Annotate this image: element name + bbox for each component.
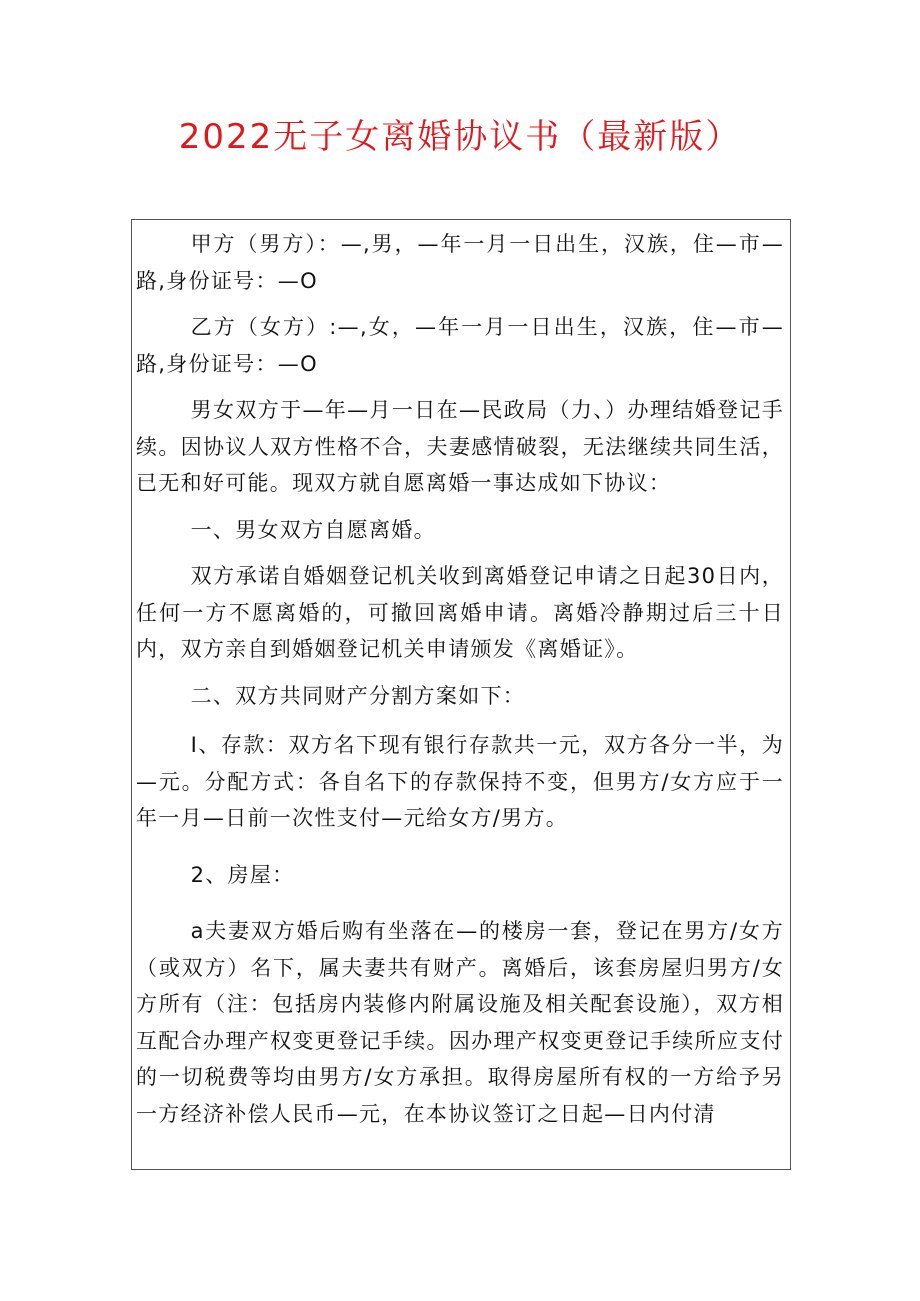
cooling-off-paragraph: 双方承诺自婚姻登记机关收到离婚登记申请之日起30日内，任何一方不愿离婚的，可撤回离婚申请。离婚冷静期过后三十日内，双方亲自到婚姻登记机关申请颁发《离婚证》。 xyxy=(136,564,784,661)
clause-1-heading: 一、男女双方自愿离婚。 xyxy=(190,517,436,542)
housing-paragraph: a夫妻双方婚后购有坐落在—的楼房一套，登记在男方/女方（或双方）名下，属夫妻共有财产。离婚后，该套房屋归男方/女方所有（注：包括房内装修内附属设施及相关配套设施），双方相互配合办理产权变更登记手续。因办理产权变更登记手续所应支付的一切税费等均由男方/女方承担。取得房屋所有权的一方给予另一方经济补偿人民币—元，在本协议签订之日起—日内付清 xyxy=(136,919,784,1126)
party-b-paragraph: 乙方（女方）:—,女，—年一月一日出生，汉族，住—市—路,身份证号：—O xyxy=(136,315,784,376)
deposit-paragraph: I、存款：双方名下现有银行存款共一元，双方各分一半，为—元。分配方式：各自名下的存款保持不变，但男方/女方应于一年一月—日前一次性支付—元给女方/男方。 xyxy=(136,733,784,830)
marriage-background-paragraph: 男女双方于—年—月一日在—民政局（力、）办理结婚登记手续。因协议人双方性格不合，夫妻感情破裂，无法继续共同生活，已无和好可能。现双方就自愿离婚一事达成如下协议： xyxy=(136,398,784,495)
party-a-paragraph: 甲方（男方）：—,男，—年一月一日出生，汉族，住—市—路,身份证号：—O xyxy=(136,232,784,293)
agreement-content-box xyxy=(131,219,791,1170)
housing-heading: 2、房屋： xyxy=(190,862,295,887)
clause-2-heading: 二、双方共同财产分割方案如下： xyxy=(190,683,526,708)
document-title: 2022无子女离婚协议书（最新版） xyxy=(178,117,742,157)
